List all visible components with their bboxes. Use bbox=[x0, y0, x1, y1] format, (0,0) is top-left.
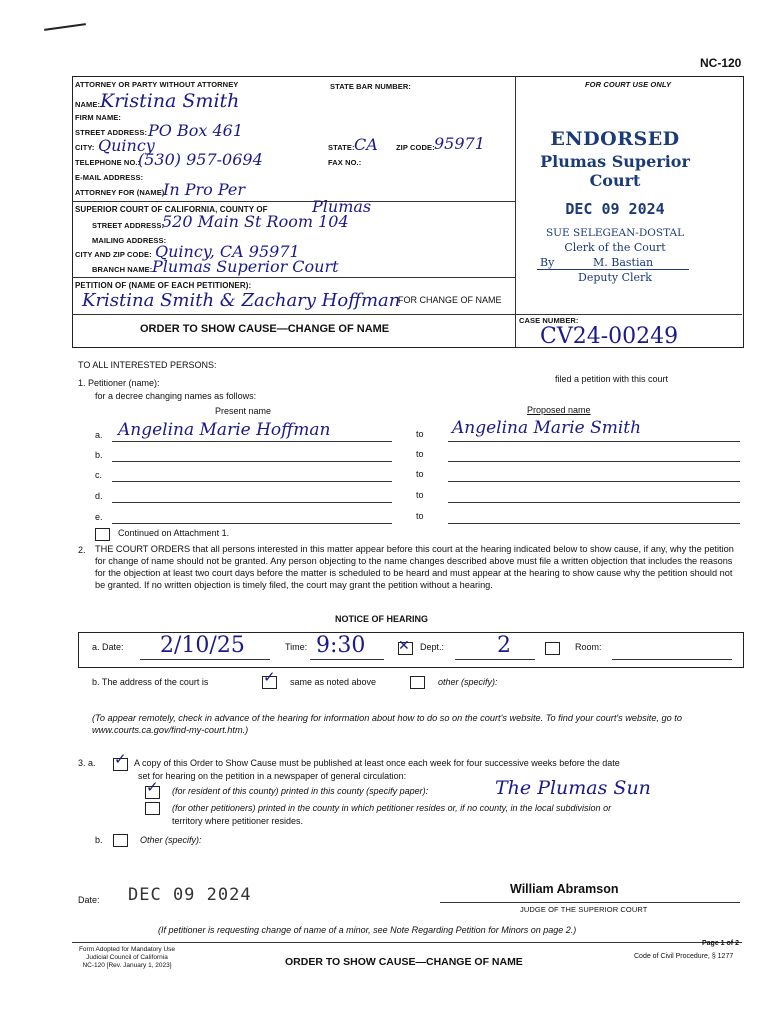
zip-label: ZIP CODE: bbox=[396, 143, 435, 152]
proposed-name-line bbox=[448, 441, 740, 442]
stamp-clerk-name: SUE SELEGEAN-DOSTAL bbox=[545, 227, 685, 239]
proposed-name-line bbox=[448, 502, 740, 503]
hearing-date-label: a. Date: bbox=[92, 642, 124, 652]
to-word: to bbox=[416, 449, 424, 459]
proposed-name-line bbox=[448, 481, 740, 482]
resident-check-mark: ✓ bbox=[146, 778, 159, 796]
dept-value: 2 bbox=[497, 633, 511, 658]
notice-header: NOTICE OF HEARING bbox=[335, 614, 429, 624]
resident-label: (for resident of this county) printed in this county (specify paper): bbox=[172, 786, 429, 796]
item3-text2: set for hearing on the petition in a newspaper of general circulation: bbox=[138, 771, 407, 781]
other-pet-text1: (for other petitioners) printed in the county in which petitioner resides or, if no county, in the local subdivision or bbox=[172, 803, 612, 813]
room-checkbox[interactable] bbox=[545, 642, 560, 655]
dept-label: Dept.: bbox=[420, 642, 445, 652]
item3b-checkbox[interactable] bbox=[113, 834, 128, 847]
footer-title: ORDER TO SHOW CAUSE—CHANGE OF NAME bbox=[285, 956, 523, 968]
date-value: DEC 09 2024 bbox=[128, 885, 252, 905]
item3a-check-mark: ✓ bbox=[114, 750, 127, 768]
court-label: SUPERIOR COURT OF CALIFORNIA, COUNTY OF bbox=[75, 205, 268, 214]
stamp-deputy-title: Deputy Clerk bbox=[578, 271, 652, 284]
state-label: STATE: bbox=[328, 143, 355, 152]
stamp-court: Plumas Superior Court bbox=[540, 152, 690, 190]
item3-text1: A copy of this Order to Show Cause must be published at least once each week for four successive weeks before the date bbox=[134, 758, 620, 768]
case-number-label: CASE NUMBER: bbox=[519, 316, 579, 325]
present-name-value: Angelina Marie Hoffman bbox=[118, 420, 331, 440]
footer-adopted bbox=[72, 946, 182, 970]
row-letter: b. bbox=[95, 450, 103, 460]
proposed-name-line bbox=[448, 523, 740, 524]
hearing-time-label: Time: bbox=[285, 642, 308, 652]
city-label: CITY: bbox=[75, 143, 95, 152]
stamp-deputy-name: M. Bastian bbox=[593, 256, 654, 269]
branch-value: Plumas Superior Court bbox=[152, 257, 339, 276]
scan-mark bbox=[44, 23, 86, 31]
footer-adopted-2: Judicial Council of California bbox=[86, 954, 168, 961]
zip-value: 95971 bbox=[434, 134, 485, 153]
footer-adopted-3: NC-120 [Rev. January 1, 2023] bbox=[82, 962, 172, 969]
to-word: to bbox=[416, 490, 424, 500]
county-value: Plumas bbox=[312, 197, 372, 216]
fax-label: FAX NO.: bbox=[328, 158, 362, 167]
row-letter: d. bbox=[95, 491, 103, 501]
hearing-date-value: 2/10/25 bbox=[160, 633, 245, 658]
present-name-line bbox=[112, 523, 392, 524]
item1-label: 1. Petitioner (name): bbox=[78, 378, 160, 388]
phone-value: (530) 957-0694 bbox=[138, 150, 263, 169]
dept-check-mark: ✕ bbox=[398, 638, 410, 654]
other-label: Other (specify): bbox=[140, 835, 202, 845]
room-label: Room: bbox=[575, 642, 602, 652]
proposed-name-line bbox=[448, 461, 740, 462]
same-check-mark: ✓ bbox=[263, 668, 276, 686]
proposed-name-header: Proposed name bbox=[527, 405, 591, 415]
to-word: to bbox=[416, 429, 424, 439]
item2-text: THE COURT ORDERS that all persons interested in this matter appear before this court at the hearing indicated below to show cause, if any, why the petition for change of name should not be granted. Any person objecting to the name changes described above must file a written objection that includes the reasons for the objection at least two court days before the matter is scheduled to be heard and must appear at the hearing to show cause why the petition should not be granted. If no written objection is timely filed, the court may grant the petition without a hearing. bbox=[95, 544, 734, 590]
hearing-time-value: 9:30 bbox=[316, 633, 366, 658]
court-street-value: 520 Main St Room 104 bbox=[162, 212, 349, 231]
judge-name: William Abramson bbox=[510, 882, 619, 896]
footer-code: Code of Civil Procedure, § 1277 bbox=[634, 953, 734, 960]
item3-num: 3. a. bbox=[78, 758, 96, 768]
other-pet-text2: territory where petitioner resides. bbox=[172, 816, 304, 826]
item1-right: filed a petition with this court bbox=[555, 374, 669, 384]
attorney-for-value: In Pro Per bbox=[163, 180, 246, 199]
present-name-line bbox=[112, 461, 392, 462]
state-value: CA bbox=[354, 135, 378, 154]
mailing-label: MAILING ADDRESS: bbox=[92, 236, 167, 245]
row-letter: a. bbox=[95, 430, 103, 440]
item2-num: 2. bbox=[78, 545, 86, 555]
judge-title: JUDGE OF THE SUPERIOR COURT bbox=[520, 905, 648, 914]
remote-note: (To appear remotely, check in advance of the hearing for information about how to do so on the court's website. To find your court's website, go to www.courts.ca.gov/find-my-court.htm.) bbox=[92, 713, 682, 735]
to-word: to bbox=[416, 469, 424, 479]
item3b-label: b. bbox=[95, 835, 103, 845]
petition-value: Kristina Smith & Zachary Hoffman bbox=[82, 290, 401, 311]
state-bar-label: STATE BAR NUMBER: bbox=[330, 82, 411, 91]
stamp-clerk-title: Clerk of the Court bbox=[564, 241, 666, 254]
city-zip-label: CITY AND ZIP CODE: bbox=[75, 250, 152, 259]
stamp-date: DEC 09 2024 bbox=[565, 200, 665, 218]
row-letter: e. bbox=[95, 512, 103, 522]
other-specify-label: other (specify): bbox=[438, 677, 498, 687]
street-label: STREET ADDRESS: bbox=[75, 128, 148, 137]
email-label: E-MAIL ADDRESS: bbox=[75, 173, 144, 182]
continued-label: Continued on Attachment 1. bbox=[118, 528, 230, 538]
minor-note: (If petitioner is requesting change of name of a minor, see Note Regarding Petition for Minors on page 2.) bbox=[158, 925, 577, 935]
petition-label: PETITION OF (NAME OF EACH PETITIONER): bbox=[75, 281, 252, 290]
court-use-label: FOR COURT USE ONLY bbox=[585, 80, 672, 89]
row-letter: c. bbox=[95, 470, 103, 480]
stamp-endorsed: ENDORSED bbox=[550, 128, 680, 150]
same-as-noted-label: same as noted above bbox=[290, 677, 377, 687]
present-name-line bbox=[112, 441, 392, 442]
date-label: Date: bbox=[78, 895, 100, 905]
court-street-label: STREET ADDRESS: bbox=[92, 221, 165, 230]
street-value: PO Box 461 bbox=[148, 121, 244, 140]
branch-label: BRANCH NAME: bbox=[92, 265, 153, 274]
for-change-label: FOR CHANGE OF NAME bbox=[398, 295, 502, 305]
form-title: ORDER TO SHOW CAUSE—CHANGE OF NAME bbox=[140, 323, 390, 335]
endorsed-stamp bbox=[515, 128, 715, 284]
other-petitioners-checkbox[interactable] bbox=[145, 802, 160, 815]
paper-value: The Plumas Sun bbox=[495, 777, 651, 799]
city-value: Quincy bbox=[98, 136, 155, 155]
other-address-checkbox[interactable] bbox=[410, 676, 425, 689]
present-name-header: Present name bbox=[215, 406, 272, 416]
present-name-line bbox=[112, 481, 392, 482]
name-label: NAME: bbox=[75, 100, 101, 109]
continued-checkbox[interactable] bbox=[95, 528, 110, 541]
name-value: Kristina Smith bbox=[100, 90, 240, 112]
present-name-line bbox=[112, 502, 392, 503]
city-zip-value: Quincy, CA 95971 bbox=[155, 242, 300, 261]
attorney-for-label: ATTORNEY FOR (NAME): bbox=[75, 188, 167, 197]
stamp-by: By bbox=[540, 256, 555, 269]
phone-label: TELEPHONE NO.: bbox=[75, 158, 141, 167]
proposed-name-value: Angelina Marie Smith bbox=[452, 418, 642, 438]
form-id: NC-120 bbox=[700, 56, 742, 70]
footer-adopted-1: Form Adopted for Mandatory Use bbox=[78, 946, 176, 953]
to-word: to bbox=[416, 511, 424, 521]
firm-label: FIRM NAME: bbox=[75, 113, 121, 122]
item1-sub: for a decree changing names as follows: bbox=[95, 391, 257, 401]
case-number-value: CV24-00249 bbox=[540, 324, 679, 349]
footer-page: Page 1 of 2 bbox=[702, 940, 739, 947]
attorney-label: ATTORNEY OR PARTY WITHOUT ATTORNEY bbox=[75, 80, 239, 89]
address-label: b. The address of the court is bbox=[92, 677, 209, 687]
to-all-label: TO ALL INTERESTED PERSONS: bbox=[78, 360, 217, 370]
